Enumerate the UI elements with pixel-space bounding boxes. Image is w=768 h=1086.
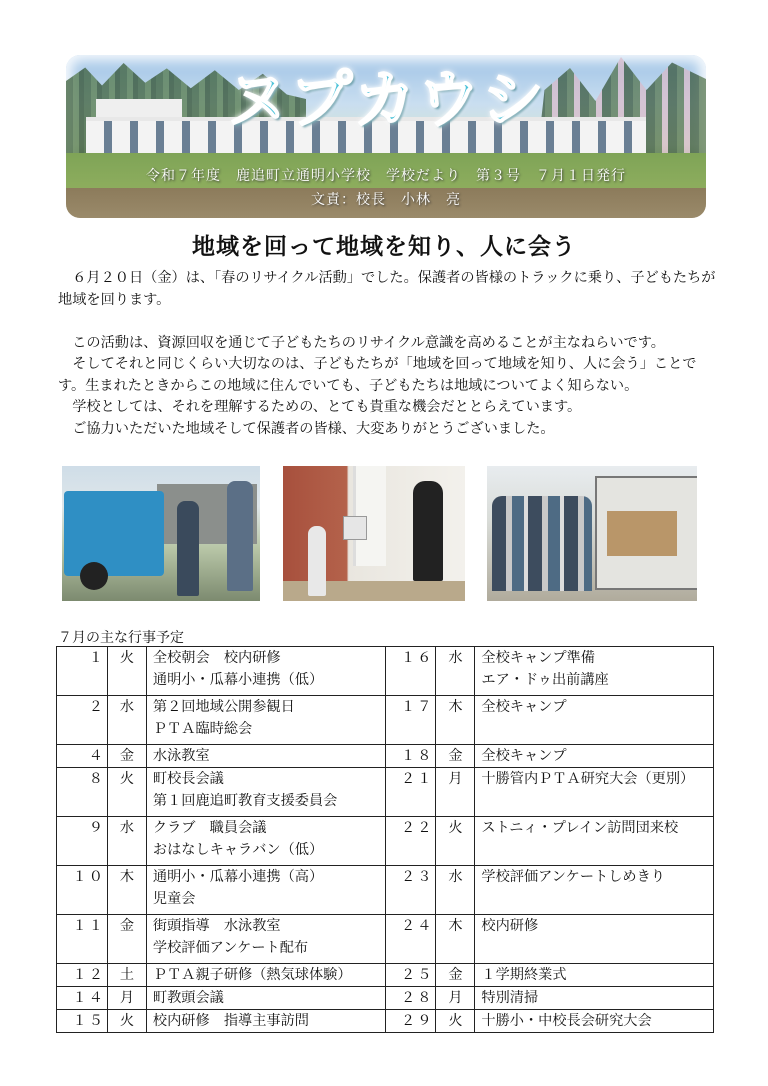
table-row: [57, 817, 714, 866]
schedule-event-text: 第１回鹿追町教育支援委員会: [152, 793, 338, 809]
schedule-day: [385, 768, 436, 817]
paragraph: ６月２０日（金）は、「春のリサイクル活動」でした。保護者の皆様のトラックに乗り、子どもたちが地域を回ります。: [58, 270, 716, 308]
schedule-day: [385, 647, 436, 696]
schedule-event-text: 通明小・瓜幕小連携（高）: [152, 869, 324, 885]
article-body: [58, 268, 718, 440]
schedule-day: [385, 745, 436, 768]
article-headline: 地域を回って地域を知り、人に会う: [192, 234, 576, 260]
schedule-day-text: ８: [88, 771, 105, 787]
schedule-event-text: 街頭指導 水泳教室: [152, 918, 281, 934]
schedule-day: [385, 987, 436, 1010]
schedule-day-text: １: [88, 650, 105, 666]
schedule-weekday: [436, 866, 475, 915]
schedule-event-text: 全校キャンプ: [481, 748, 567, 764]
schedule-weekday: [107, 866, 146, 915]
table-row: [57, 745, 714, 768]
photo-truck-loading: [62, 466, 260, 601]
schedule-day: [57, 817, 108, 866]
schedule-day: [57, 866, 108, 915]
schedule-event: [475, 915, 714, 964]
schedule-weekday: [107, 987, 146, 1010]
schedule-weekday-text: 金: [119, 748, 135, 764]
schedule-event-text: 町校長会議: [152, 771, 224, 787]
schedule-day-text: １８: [401, 748, 434, 764]
schedule-event: [475, 964, 714, 987]
schedule-event: [146, 768, 385, 817]
schedule-event: [475, 866, 714, 915]
schedule-event-text: ＰＴＡ親子研修（熱気球体験）: [152, 967, 352, 983]
schedule-event: [475, 817, 714, 866]
schedule-event: [475, 1010, 714, 1033]
schedule-day: [57, 768, 108, 817]
schedule-day-text: ２２: [401, 820, 434, 836]
schedule-weekday-text: 火: [448, 1013, 463, 1029]
schedule-weekday-text: 金: [119, 918, 135, 934]
schedule-event: [475, 768, 714, 817]
schedule-weekday-text: 水: [448, 869, 463, 885]
paragraph: そしてそれと同じくらい大切なのは、子どもたちが「地域を回って地域を知り、人に会う」ことです。生まれたときからこの地域に住んでいても、子どもたちは地域についてよく知らない。: [58, 356, 697, 394]
schedule-weekday-text: 水: [448, 650, 463, 666]
schedule-weekday-text: 金: [448, 748, 463, 764]
schedule-weekday-text: 土: [119, 967, 135, 983]
schedule-day: [57, 745, 108, 768]
schedule-day-text: ２３: [401, 869, 434, 885]
schedule-day-text: ２５: [401, 967, 434, 983]
newsletter-title: ヌプカウシ: [226, 63, 546, 136]
table-row: [57, 987, 714, 1010]
schedule-event: [475, 647, 714, 696]
table-row: [57, 915, 714, 964]
issue-info: 令和７年度 鹿追町立通明小学校 学校だより 第３号 ７月１日発行: [146, 168, 626, 184]
schedule-weekday: [436, 817, 475, 866]
schedule-event-text: １学期終業式: [481, 967, 567, 983]
paragraph: この活動は、資源回収を通じて子どもたちのリサイクル意識を高めることが主なねらいです。: [72, 334, 665, 351]
schedule-weekday-text: 月: [448, 771, 463, 787]
schedule-weekday: [436, 987, 475, 1010]
schedule-weekday-text: 木: [119, 869, 135, 885]
schedule-day-text: ９: [88, 820, 105, 836]
photo-house-collection: [283, 466, 465, 601]
schedule-event: [475, 987, 714, 1010]
schedule-day-text: １２: [72, 967, 105, 983]
schedule-weekday: [107, 964, 146, 987]
schedule-weekday-text: 火: [448, 820, 463, 836]
schedule-weekday: [436, 768, 475, 817]
schedule-title: ７月の主な行事予定: [58, 630, 184, 646]
schedule-event-text: 全校朝会 校内研修: [152, 650, 281, 666]
schedule-day-text: ２９: [401, 1013, 434, 1029]
table-row: [57, 696, 714, 745]
header-banner: [66, 55, 706, 218]
schedule-event-text: 全校キャンプ: [481, 699, 567, 715]
schedule-day-text: １７: [401, 699, 434, 715]
schedule-event: [146, 817, 385, 866]
table-row: [57, 647, 714, 696]
schedule-weekday: [107, 768, 146, 817]
schedule-weekday: [436, 696, 475, 745]
schedule-weekday-text: 木: [448, 918, 463, 934]
schedule-event-text: 校内研修: [481, 918, 539, 934]
schedule-event: [146, 964, 385, 987]
schedule-day-text: ２１: [401, 771, 434, 787]
schedule-event-text: おはなしキャラバン（低）: [152, 842, 324, 858]
schedule-event: [146, 866, 385, 915]
schedule-day: [57, 987, 108, 1010]
schedule-day-text: １６: [401, 650, 434, 666]
schedule-event-text: 十勝管内ＰＴＡ研究大会（更別）: [481, 771, 695, 787]
schedule-event-text: 通明小・瓜幕小連携（低）: [152, 672, 324, 688]
schedule-event: [146, 647, 385, 696]
schedule-weekday-text: 火: [119, 1013, 135, 1029]
schedule-event-text: 児童会: [152, 891, 196, 907]
paragraph: 学校としては、それを理解するための、とても貴重な機会だととらえています。: [72, 399, 582, 415]
schedule-weekday-text: 木: [448, 699, 463, 715]
photo-garbage-truck: [487, 466, 697, 601]
table-row: [57, 964, 714, 987]
schedule-weekday: [436, 647, 475, 696]
schedule-day-text: １０: [72, 869, 105, 885]
schedule-event-text: 第２回地域公開参観日: [152, 699, 295, 715]
schedule-weekday-text: 火: [119, 771, 135, 787]
schedule-event-text: 全校キャンプ準備: [481, 650, 595, 666]
schedule-day-text: １４: [72, 990, 105, 1006]
schedule-event-text: 十勝小・中校長会研究大会: [481, 1013, 652, 1029]
schedule-weekday: [107, 696, 146, 745]
schedule-weekday-text: 水: [119, 699, 135, 715]
schedule-day: [385, 964, 436, 987]
schedule-event-text: 町教頭会議: [152, 990, 224, 1006]
schedule-day-text: ２: [88, 699, 105, 715]
schedule-event-text: 校内研修 指導主事訪問: [152, 1013, 309, 1029]
schedule-day-text: ２８: [401, 990, 434, 1006]
schedule-weekday-text: 金: [448, 967, 463, 983]
schedule-event-text: 水泳教室: [152, 748, 210, 764]
schedule-event-text: エア・ドゥ出前講座: [481, 672, 609, 688]
schedule-weekday: [107, 745, 146, 768]
table-row: [57, 866, 714, 915]
schedule-weekday: [436, 745, 475, 768]
schedule-weekday: [436, 1010, 475, 1033]
schedule-event: [146, 915, 385, 964]
paragraph: ご協力いただいた地域そして保護者の皆様、大変ありがとうございました。: [72, 420, 555, 437]
schedule-day: [385, 915, 436, 964]
schedule-event-text: ストニィ・プレイン訪問団来校: [481, 820, 679, 836]
schedule-event: [146, 696, 385, 745]
schedule-day: [57, 915, 108, 964]
schedule-event-text: 特別清掃: [481, 990, 539, 1006]
schedule-weekday: [107, 1010, 146, 1033]
schedule-event: [146, 987, 385, 1010]
schedule-weekday-text: 水: [119, 820, 135, 836]
schedule-weekday-text: 月: [448, 990, 463, 1006]
schedule-table: [56, 646, 714, 1033]
schedule-day: [385, 1010, 436, 1033]
schedule-day-text: １１: [72, 918, 105, 934]
schedule-day: [57, 964, 108, 987]
schedule-weekday: [436, 915, 475, 964]
schedule-event: [475, 696, 714, 745]
schedule-event-text: 学校評価アンケートしめきり: [481, 869, 665, 885]
schedule-day: [385, 817, 436, 866]
table-row: [57, 1010, 714, 1033]
schedule-event-text: クラブ 職員会議: [152, 820, 267, 836]
schedule-day-text: １５: [72, 1013, 105, 1029]
schedule-weekday: [107, 915, 146, 964]
schedule-day: [385, 866, 436, 915]
schedule-weekday-text: 月: [119, 990, 135, 1006]
schedule-event-text: 学校評価アンケート配布: [152, 940, 309, 956]
schedule-weekday-text: 火: [119, 650, 135, 666]
schedule-day: [57, 1010, 108, 1033]
schedule-day: [57, 647, 108, 696]
schedule-day: [57, 696, 108, 745]
schedule-event: [146, 745, 385, 768]
schedule-weekday: [436, 964, 475, 987]
schedule-event-text: ＰＴＡ臨時総会: [152, 721, 253, 737]
schedule-day-text: ２４: [401, 918, 434, 934]
schedule-day: [385, 696, 436, 745]
author-line: 文責：校長 小林 亮: [311, 192, 461, 208]
schedule-event: [146, 1010, 385, 1033]
schedule-weekday: [107, 647, 146, 696]
schedule-weekday: [107, 817, 146, 866]
schedule-event: [475, 745, 714, 768]
schedule-day-text: ４: [88, 748, 105, 764]
table-row: [57, 768, 714, 817]
